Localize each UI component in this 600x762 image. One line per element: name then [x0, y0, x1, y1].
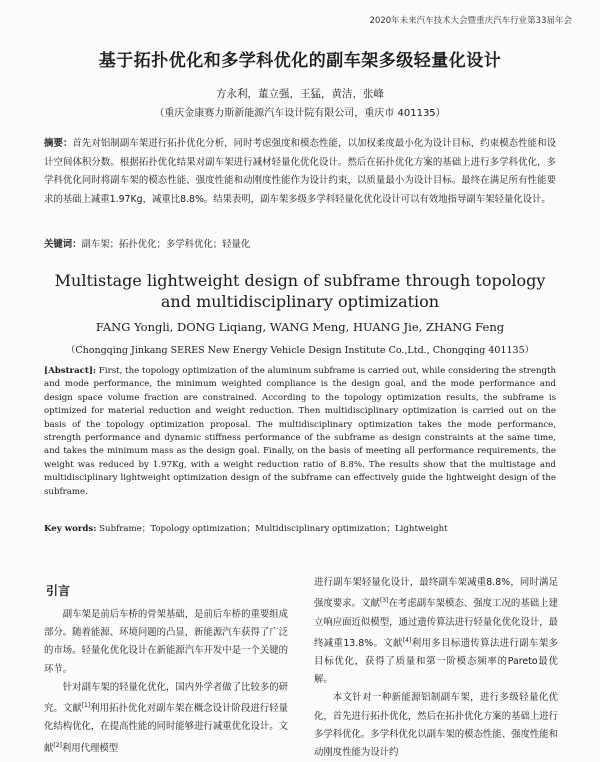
citation-ref: [1]	[81, 702, 91, 710]
keywords-en-label: Key words:	[44, 524, 97, 534]
keywords-en-text: Subframe；Topology optimization；Multidisciplinary optimization；Lightweight	[99, 524, 448, 534]
keywords-cn-label: 关键词：	[44, 239, 82, 250]
abstract-cn-text: 首先对铝制副车架进行拓扑优化分析，同时考虑强度和模态性能，以加权柔度最小化为设计目标，约束模态性能和设计空间体积分数。根据拓扑优化结果对副车架进行减材轻量化优化设计。然后在拓扑优化方案的基础上进行多学科优化，多学科优化同时将副车架的模态性能、强度性能和动刚度性能作为设计约束，以质量最小为设计目标。最终在满足所有性能要求的基础上减重1.97Kg，减重比8.8%。结果表明，副车架多级多学科轻量化优化设计可以有效地指导副车架轻量化设计。	[44, 138, 556, 205]
paper-title-cn: 基于拓扑优化和多学科优化的副车架多级轻量化设计	[98, 51, 502, 71]
citation-ref: [3]	[379, 597, 389, 605]
citation-ref: [2]	[53, 741, 62, 749]
title-en-line2: and multidisciplinary optimization	[160, 292, 440, 311]
keywords-cn-text: 副车架；拓扑优化；多学科优化；轻量化	[81, 239, 251, 250]
abstract-en-label: [Abstract]:	[44, 366, 97, 376]
intro-p2-text-c: 利用代理模型	[61, 742, 119, 754]
intro-p2-text-a: 针对副车架的轻量化优化，国内外学者做了比较多的研究。文献	[44, 681, 288, 715]
keywords-en	[44, 522, 556, 534]
intro-paragraph-2	[44, 679, 288, 758]
abstract-cn	[44, 135, 556, 209]
paper-title-en	[0, 270, 600, 312]
abstract-en-text: First, the topology optimization of the aluminum subframe is carried out, while considering the strength and mode performance, the minimum weighted compliance is the design goal, and the mode performance and design space volume fraction are constrained. According to the topology optimization results, the subframe is optimized for material reduction and weight reduction. Then multidisciplinary optimization is carried out on the basis of the topology optimization proposal. The multidisciplinary optimization takes the mode performance, strength performance and dynamic stiffness performance of the subframe as design constraints at the same time, and takes the minimum mass as the design goal. Finally, on the basis of meeting all performance requirements, the weight was reduced by 1.97Kg, with a weight reduction ratio of 8.8%. The results show that the multistage and multidisciplinary lightweight optimization design of the subframe can effectively guide the lightweight design of the subframe.	[44, 366, 556, 497]
abstract-cn-label: 摘要：	[44, 138, 73, 149]
keywords-cn	[44, 236, 556, 250]
intro-p2-text-b: 利用拓扑优化对副车架在概念设计阶段进行轻量化结构优化，在提高性能的同时能够进行减重优化设计。文献	[44, 703, 288, 754]
affiliation-en: （Chongqing Jinkang SERES New Energy Vehicle Design Institute Co.,Ltd., Chongqing 401135）	[65, 345, 535, 356]
intro-paragraph-3: 本文针对一种新能源铝制副车架，进行多级轻量化优化，首先进行拓扑优化，然后在拓扑优化方案的基础上进行多学科优化。多学科优化以副车架的模态性能、强度性能和动刚度性能为设计约	[314, 692, 558, 759]
intro-p2-cont-b: 在考虑副车架模态、强度工况的基础上建立响应面近似模型，通过遗传算法进行轻量化优化设计，最终减重13.8%。文献	[314, 598, 558, 649]
intro-paragraph-2-cont	[314, 574, 558, 689]
affiliation-cn: （重庆金康赛力斯新能源汽车设计院有限公司，重庆市 401135）	[154, 108, 446, 119]
authors-cn: 方永利，董立强，王猛，黄洁，张峰	[216, 88, 384, 100]
running-header: 2020年未来汽车技术大会暨重庆汽车行业第33届年会	[369, 16, 572, 26]
title-en-line1: Multistage lightweight design of subframe through topology	[54, 271, 546, 290]
citation-ref: [4]	[402, 636, 412, 644]
section-heading-intro: 引言	[46, 584, 71, 598]
abstract-en	[44, 365, 556, 499]
body-column-left	[44, 606, 288, 758]
intro-p2-cont-a: 进行副车架轻量化设计，最终副车架减重8.8%，同时满足强度要求。文献	[314, 577, 558, 610]
authors-en: FANG Yongli, DONG Liqiang, WANG Meng, HUANG Jie, ZHANG Feng	[95, 320, 505, 334]
intro-paragraph-1: 副车架是前后车桥的骨架基础，是前后车桥的重要组成部分。随着能源、环境问题的凸显，新能源汽车获得了广泛的市场。轻量化优化设计在新能源汽车开发中是一个关键的环节。	[44, 609, 288, 675]
body-column-right	[314, 574, 558, 762]
intro-p2-cont-c: 利用多目标遗传算法进行副车架多目标优化，获得了质量和第一阶模态频率的Pareto最优解。	[314, 637, 558, 686]
